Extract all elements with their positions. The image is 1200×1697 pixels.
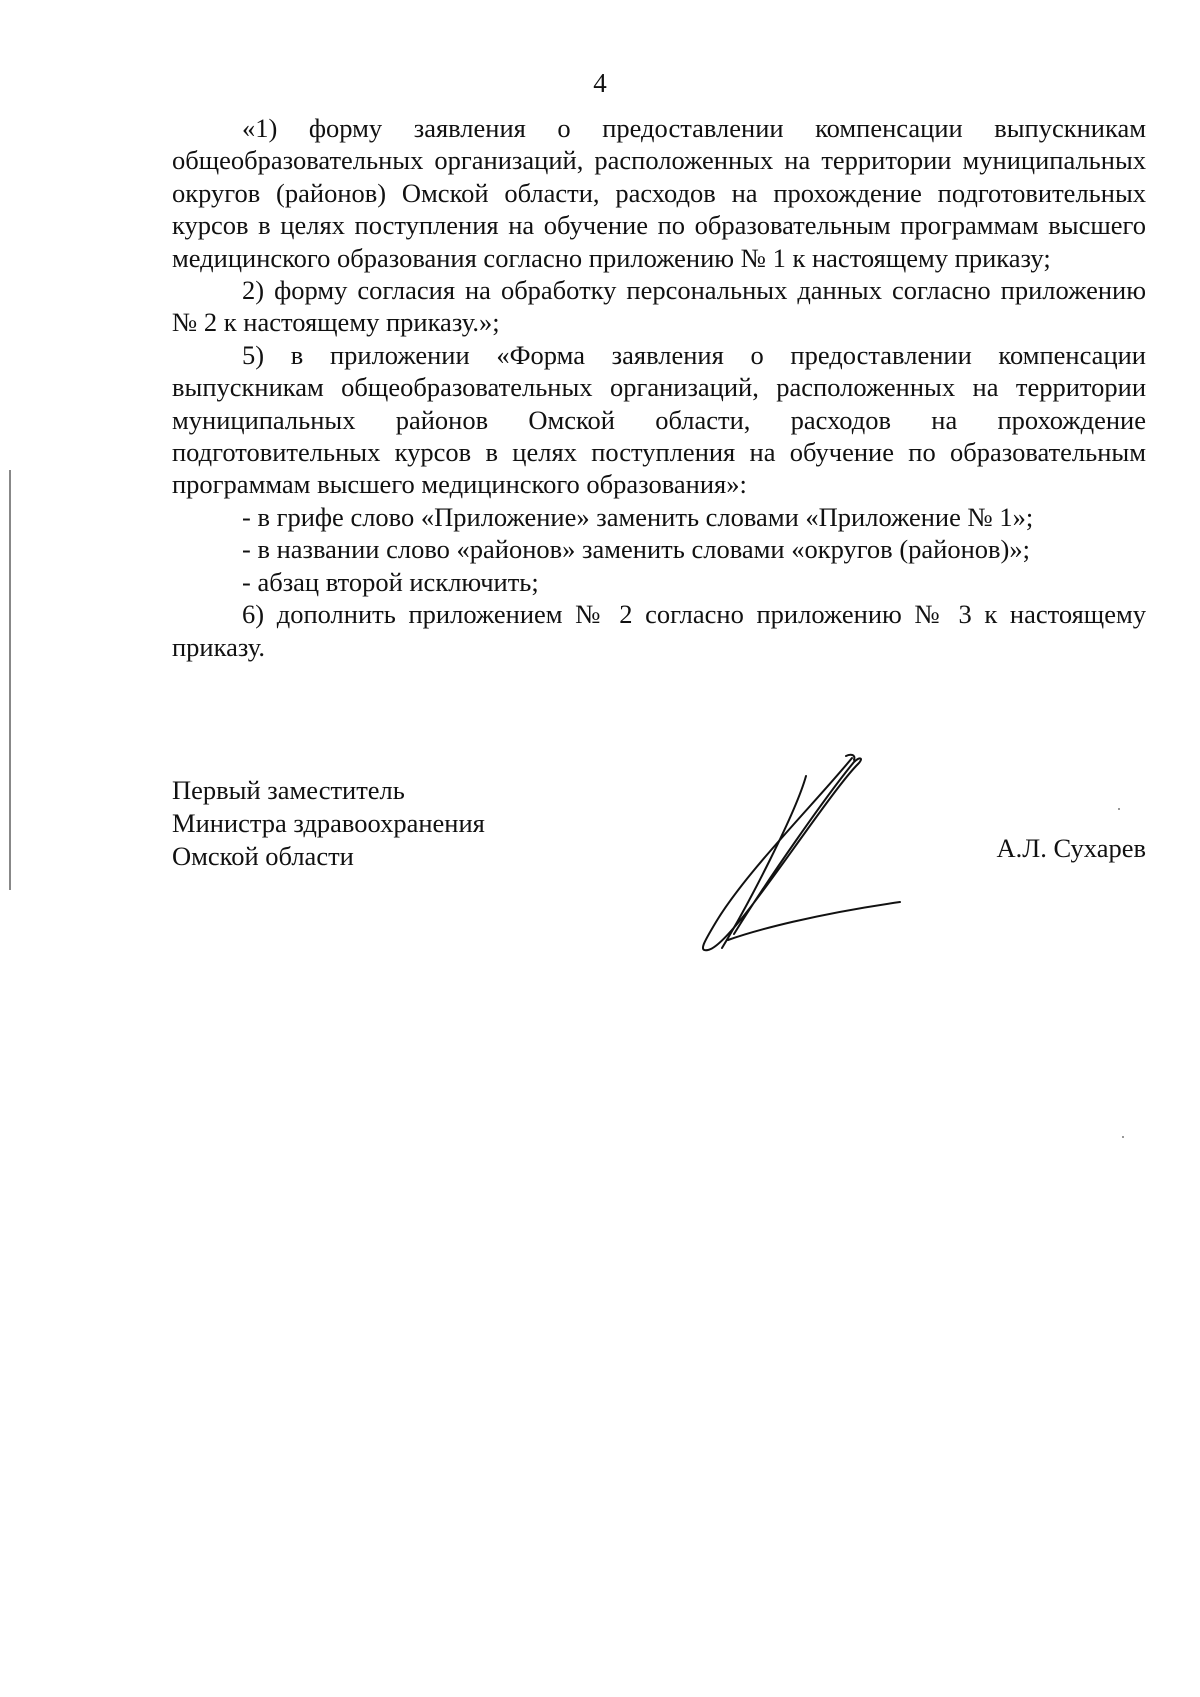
paragraph-subitem-title: - в названии слово «районов» заменить словами «округов (районов)»; bbox=[242, 534, 1030, 565]
signatory-position-line: Министра здравоохранения bbox=[172, 808, 485, 838]
signatory-position bbox=[172, 774, 485, 873]
document-body bbox=[172, 112, 1146, 663]
page-number: 4 bbox=[593, 68, 607, 98]
paragraph-subitem-grif: - в грифе слово «Приложение» заменить словами «Приложение № 1»; bbox=[242, 501, 1034, 532]
paragraph-item-6: 6) дополнить приложением № 2 согласно приложению № 3 к настоящему приказу. bbox=[172, 599, 1146, 662]
paragraph-item-2: 2) форму согласия на обработку персональных данных согласно приложению № 2 к настоящему приказу.»; bbox=[172, 275, 1146, 338]
paragraph-item-5: 5) в приложении «Форма заявления о предоставлении компенсации выпускникам общеобразовательных организаций, расположенных на территории муниципальных районов Омской области, расходов на прохождение подготовительных курсов в целях поступления на обучение по образовательным программам высшего медицинского образования»: bbox=[172, 339, 1146, 500]
signatory-position-line: Омской области bbox=[172, 841, 354, 871]
signatory-position-line: Первый заместитель bbox=[172, 775, 405, 805]
scan-edge-line bbox=[9, 470, 11, 890]
scan-speck bbox=[1118, 808, 1120, 810]
handwritten-signature bbox=[686, 752, 910, 952]
paragraph-subitem-exclude: - абзац второй исключить; bbox=[242, 566, 539, 597]
paragraph-item-1: «1) форму заявления о предоставлении компенсации выпускникам общеобразовательных организаций, расположенных на территории муниципальных округов (районов) Омской области, расходов на прохождение подготовительных курсов в целях поступления на обучение по образовательным программам высшего медицинского образования согласно приложению № 1 к настоящему приказу; bbox=[172, 113, 1146, 273]
scan-speck bbox=[1122, 1136, 1124, 1138]
signatory-name: А.Л. Сухарев bbox=[996, 833, 1146, 863]
